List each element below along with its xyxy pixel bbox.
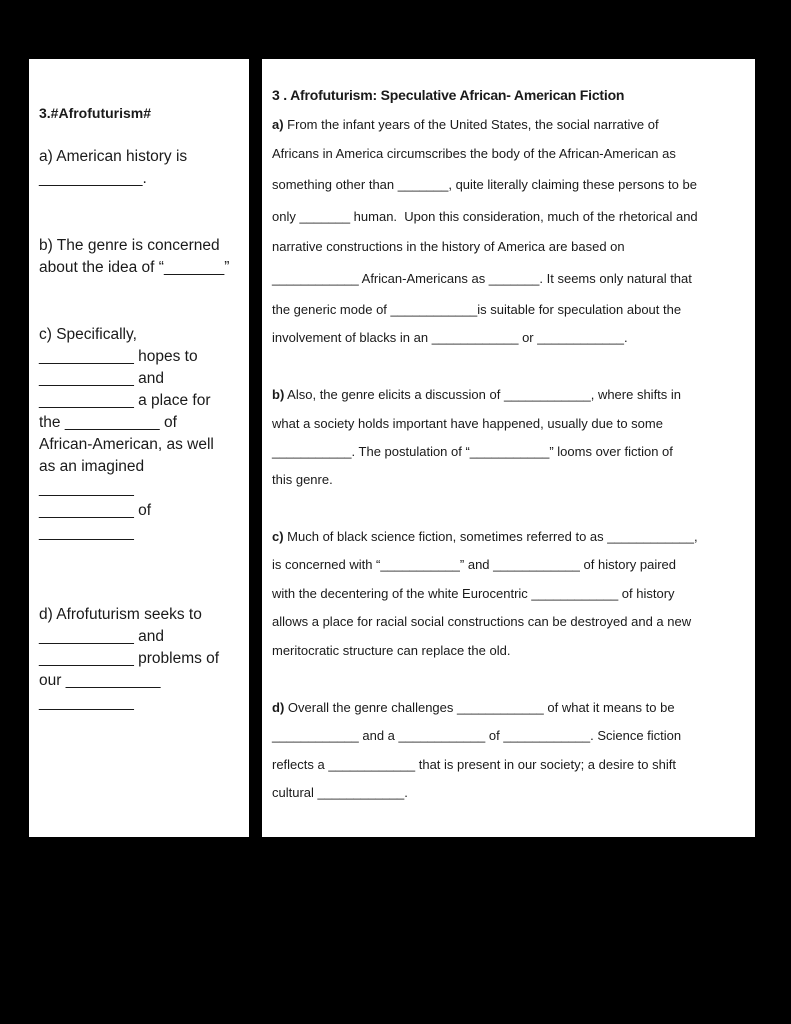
left-line: as an imagined bbox=[39, 458, 145, 475]
left-line: ___________ bbox=[39, 694, 134, 711]
left-line: b) The genre is concerned bbox=[39, 237, 220, 254]
left-line: d) Afrofuturism seeks to bbox=[39, 606, 202, 623]
section-a-line: involvement of blacks in an ____________ or ____________. bbox=[272, 330, 628, 345]
section-d-line: ____________ and a ____________ of ____________. Science fiction bbox=[272, 728, 682, 743]
section-d-line: cultural ____________. bbox=[272, 785, 408, 800]
left-line: ___________ bbox=[39, 480, 134, 497]
left-line: African-American, as well bbox=[39, 436, 214, 453]
section-a-first-line bbox=[272, 116, 659, 134]
section-b-line: what a society holds important have happened, usually due to some bbox=[272, 416, 663, 431]
section-c-line: allows a place for racial social constructions can be destroyed and a new bbox=[272, 614, 692, 629]
section-c-line: is concerned with “___________” and ____________ of history paired bbox=[272, 557, 677, 572]
left-line: ___________ a place for bbox=[39, 392, 211, 409]
left-line: a) American history is bbox=[39, 148, 188, 165]
section-c-first-line bbox=[272, 528, 698, 546]
left-line: ___________ hopes to bbox=[39, 348, 198, 365]
section-d-text: Overall the genre challenges ____________ of what it means to be bbox=[284, 700, 675, 715]
right-worksheet-panel bbox=[262, 59, 755, 837]
section-a-line: narrative constructions in the history of America are based on bbox=[272, 239, 625, 254]
section-a-line: ____________ African-Americans as _______. It seems only natural that bbox=[272, 271, 692, 286]
section-a-line: only _______ human. Upon this consideration, much of the rhetorical and bbox=[272, 209, 698, 224]
left-line: about the idea of “_______” bbox=[39, 259, 230, 276]
section-b-line: ___________. The postulation of “___________” looms over fiction of bbox=[272, 444, 673, 459]
left-line: ___________ and bbox=[39, 370, 164, 387]
left-line: ___________ of bbox=[39, 502, 152, 519]
section-d-label: d) bbox=[272, 700, 285, 715]
section-c-line: with the decentering of the white Eurocentric ____________ of history bbox=[272, 586, 675, 601]
section-a-line: Africans in America circumscribes the body of the African-American as bbox=[272, 146, 676, 161]
section-c-label: c) bbox=[272, 529, 284, 544]
left-line: ___________ and bbox=[39, 628, 164, 645]
section-a-line: something other than _______, quite literally claiming these persons to be bbox=[272, 177, 697, 192]
section-d-line: reflects a ____________ that is present in our society; a desire to shift bbox=[272, 757, 676, 772]
section-b-text: Also, the genre elicits a discussion of ____________, where shifts in bbox=[284, 387, 682, 402]
section-a-text: From the infant years of the United States, the social narrative of bbox=[283, 117, 659, 132]
left-line: ___________ bbox=[39, 524, 134, 541]
worksheet-title: 3 . Afrofuturism: Speculative African- American Fiction bbox=[272, 87, 625, 103]
section-c-text: Much of black science fiction, sometimes referred to as ____________, bbox=[283, 529, 698, 544]
left-line: ___________ problems of bbox=[39, 650, 220, 667]
section-a-line: the generic mode of ____________is suitable for speculation about the bbox=[272, 302, 682, 317]
section-b-label: b) bbox=[272, 387, 285, 402]
section-b-line: this genre. bbox=[272, 472, 333, 487]
left-line: c) Specifically, bbox=[39, 326, 137, 343]
section-b-first-line bbox=[272, 386, 681, 404]
left-title: 3.#Afrofuturism# bbox=[39, 105, 152, 121]
section-d-first-line bbox=[272, 699, 675, 717]
left-line: the ___________ of bbox=[39, 414, 177, 431]
section-c-line: meritocratic structure can replace the old. bbox=[272, 643, 511, 658]
section-a-label: a) bbox=[272, 117, 284, 132]
left-notes-panel bbox=[29, 59, 249, 837]
left-line: our ___________ bbox=[39, 672, 161, 689]
left-line: ____________. bbox=[39, 170, 147, 187]
